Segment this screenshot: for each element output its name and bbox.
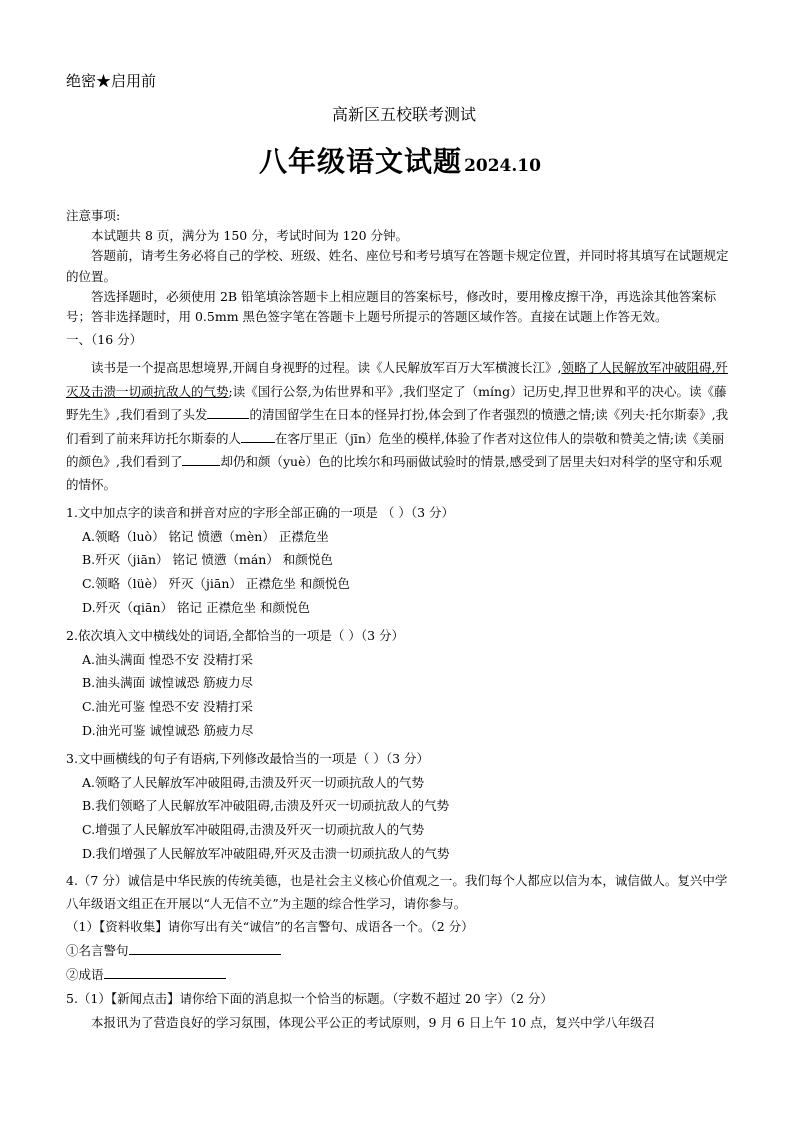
exam-date: 2024.10: [464, 156, 541, 176]
page-title: 八年级语文试题: [259, 145, 463, 178]
option-c: C.增强了人民解放军冲破阻碍,击溃及歼灭一切顽抗敌人的气势: [82, 822, 425, 838]
idiom-answer-line: ②成语: [66, 963, 730, 987]
confidential-mark: 绝密★启用前: [66, 72, 157, 90]
question-4-part-1: （1）【资料收集】请你写出有关“诚信”的名言警句、成语各一个。（2 分）: [66, 919, 474, 935]
note-item: 答题前，请考生务必将自己的学校、班级、姓名、座位号和考号填写在答题卡规定位置，并同时将其填写在试题规定的位置。: [66, 248, 729, 284]
section-heading: 一、（16 分）: [66, 332, 143, 348]
quote-answer-line: ①名言警句: [66, 939, 730, 963]
school-name: 高新区五校联考测试: [331, 105, 476, 124]
option-a: A.领略（luò） 铭记 愤懑（mèn） 正襟危坐: [82, 528, 329, 544]
underlined-sentence: 领略了人民解放军冲破阻碍,歼灭及击溃一切顽抗敌人的气势: [66, 360, 728, 399]
option-d: D.歼灭（qiān） 铭记 正襟危坐 和颜悦色: [82, 600, 310, 616]
option-d: D.油光可鉴 诚惶诚恐 筋疲力尽: [82, 723, 254, 739]
option-c: C.油光可鉴 惶恐不安 没精打采: [82, 699, 254, 715]
blank-1: [207, 405, 249, 419]
option-d: D.我们增强了人民解放军冲破阻碍,歼灭及击溃一切顽抗敌人的气势: [82, 846, 450, 862]
option-a: A.领略了人民解放军冲破阻碍,击溃及歼灭一切顽抗敌人的气势: [82, 774, 424, 790]
note-item: 答选择题时，必须使用 2B 铅笔填涂答题卡上相应题目的答案标号，修改时，要用橡皮擦干净，再选涂其他答案标号；答非选择题时，用 0.5mm 黑色签字笔在答题卡上题号所提示的答题区域作答。直接在试题上作答无效。: [66, 288, 717, 325]
option-b: B.歼灭（jiān） 铭记 愤懑（mán） 和颜悦色: [82, 552, 333, 568]
question-4: 4.（7 分）诚信是中华民族的传统美德，也是社会主义核心价值观之一。我们每个人都应以信为本，诚信做人。复兴中学八年级语文组正在开展以“人无信不立”为主题的综合性学习，请你参与。: [66, 872, 728, 911]
news-text: 本报讯为了营造良好的学习氛围，体现公平公正的考试原则，9 月 6 日上午 10 点，复兴中学八年级召: [91, 1014, 656, 1030]
exam-content: [66, 206, 730, 1034]
blank-3: [182, 452, 220, 466]
notes-label: 注意事项:: [66, 208, 121, 223]
blank-2: [241, 429, 275, 443]
quote-input[interactable]: [129, 940, 281, 955]
question-1: 1.文中加点字的读音和拼音对应的字形全部正确的一项是 （ ）（3 分）: [66, 504, 455, 520]
option-a: A.油头满面 惶恐不安 没精打采: [82, 651, 253, 667]
note-item: 本试题共 8 页，满分为 150 分，考试时间为 120 分钟。: [91, 228, 409, 244]
reading-passage: 读书是一个提高思想境界,开阔自身视野的过程。读《人民解放军百万大军横渡长江》,领略了人民解放军冲破阻碍,歼灭及击溃一切顽抗敌人的气势;读《国行公祭,为佑世界和平》,我们坚定了（míng）记历史,捍卫世界和平的决心。读《藤野先生》,我们看到了头发 的清国留学生在日本的怪异打扮,体会到了作者强烈的愤懑之情;读《列夫·托尔斯泰》,我们看到了前来拜访托尔斯泰的人 在客厅里正（jīn）危坐的模样,体验了作者对这位伟人的崇敬和赞美之情;读《美丽的颜色》,我们看到了 却仍和颜（yuè）色的比埃尔和玛丽做试验时的情景,感受到了居里夫妇对科学的坚守和乐观的情怀。: [66, 360, 729, 493]
option-b: B.我们领略了人民解放军冲破阻碍,击溃及歼灭一切顽抗敌人的气势: [82, 798, 450, 814]
title-row: [0, 140, 794, 180]
question-5: 5.（1）【新闻点击】请你给下面的消息拟一个恰当的标题。（字数不超过 20 字）（2 分）: [66, 990, 553, 1006]
option-c: C.领略（lüè） 歼灭（jiān） 正襟危坐 和颜悦色: [82, 576, 350, 592]
idiom-input[interactable]: [104, 964, 226, 979]
question-3: 3.文中画横线的句子有语病,下列修改最恰当的一项是（ ）（3 分）: [66, 750, 430, 766]
question-2: 2.依次填入文中横线处的词语,全都恰当的一项是（ ）（3 分）: [66, 627, 405, 643]
option-b: B.油头满面 诚惶诚恐 筋疲力尽: [82, 675, 254, 691]
